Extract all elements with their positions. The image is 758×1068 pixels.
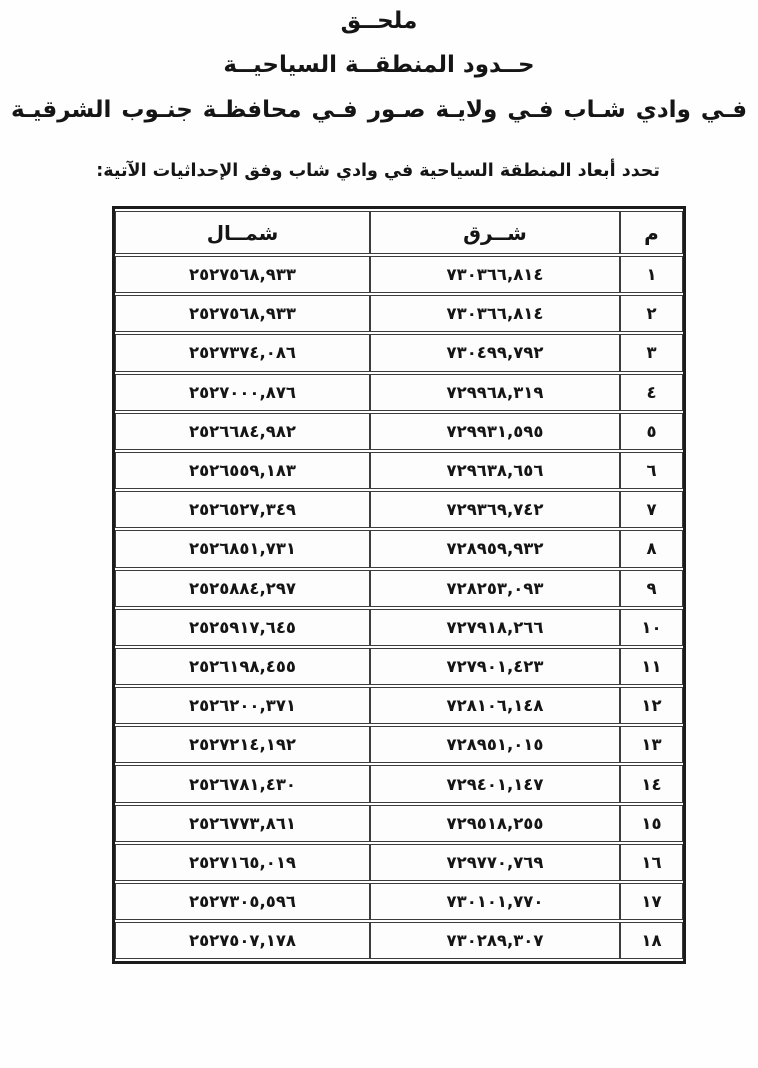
cell-east: ٧٢٨٩٥٩,٩٣٢ [370,530,620,567]
cell-east: ٧٢٩٦٣٨,٦٥٦ [370,452,620,489]
table-row [115,295,683,332]
table-row [115,609,683,646]
document-header [0,0,758,123]
table-row [115,922,683,959]
cell-east: ٧٢٨١٠٦,١٤٨ [370,687,620,724]
table-row [115,452,683,489]
cell-east: ٧٢٩٩٣١,٥٩٥ [370,413,620,450]
cell-north: ٢٥٢٦٥٢٧,٣٤٩ [115,491,370,528]
cell-east: ٧٢٩٣٦٩,٧٤٢ [370,491,620,528]
cell-east: ٧٢٩٧٧٠,٧٦٩ [370,844,620,881]
cell-index: ١٨ [620,922,683,959]
location-title: فـي وادي شـاب فـي ولايـة صـور فـي محافظـة جنـوب الشرقيـة [10,97,748,123]
cell-index: ٦ [620,452,683,489]
cell-index: ١٣ [620,726,683,763]
cell-north: ٢٥٢٧٥٦٨,٩٣٣ [115,295,370,332]
cell-north: ٢٥٢٧٢١٤,١٩٢ [115,726,370,763]
cell-north: ٢٥٢٦٨٥١,٧٣١ [115,530,370,567]
cell-index: ١٠ [620,609,683,646]
cell-north: ٢٥٢٧٥٠٧,١٧٨ [115,922,370,959]
cell-index: ٣ [620,334,683,371]
table-row [115,805,683,842]
cell-east: ٧٢٩٥١٨,٢٥٥ [370,805,620,842]
table-row [115,374,683,411]
cell-north: ٢٥٢٧٣٧٤,٠٨٦ [115,334,370,371]
cell-index: ٢ [620,295,683,332]
cell-east: ٧٢٧٩١٨,٢٦٦ [370,609,620,646]
cell-north: ٢٥٢٦٧٧٣,٨٦١ [115,805,370,842]
cell-index: ٩ [620,570,683,607]
cell-north: ٢٥٢٦٥٥٩,١٨٣ [115,452,370,489]
cell-index: ٨ [620,530,683,567]
cell-east: ٧٢٨٩٥١,٠١٥ [370,726,620,763]
cell-index: ١٢ [620,687,683,724]
table-row [115,334,683,371]
cell-index: ١ [620,256,683,293]
table-row [115,570,683,607]
cell-index: ١١ [620,648,683,685]
table-row [115,765,683,802]
cell-north: ٢٥٢٦١٩٨,٤٥٥ [115,648,370,685]
table-row [115,726,683,763]
table-row [115,413,683,450]
cell-east: ٧٣٠١٠١,٧٧٠ [370,883,620,920]
cell-east: ٧٣٠٣٦٦,٨١٤ [370,295,620,332]
header-east: شــرق [370,211,620,254]
cell-index: ١٦ [620,844,683,881]
cell-east: ٧٢٧٩٠١,٤٢٣ [370,648,620,685]
table-row [115,687,683,724]
cell-north: ٢٥٢٥٨٨٤,٢٩٧ [115,570,370,607]
cell-index: ٧ [620,491,683,528]
table-row [115,256,683,293]
cell-north: ٢٥٢٦٢٠٠,٣٧١ [115,687,370,724]
cell-index: ٤ [620,374,683,411]
table-header-row [115,211,683,254]
appendix-title: ملحــق [340,8,418,34]
cell-east: ٧٢٨٢٥٣,٠٩٣ [370,570,620,607]
cell-north: ٢٥٢٥٩١٧,٦٤٥ [115,609,370,646]
cell-north: ٢٥٢٧٠٠٠,٨٧٦ [115,374,370,411]
header-north: شمــال [115,211,370,254]
cell-north: ٢٥٢٧٣٠٥,٥٩٦ [115,883,370,920]
cell-north: ٢٥٢٧٥٦٨,٩٣٣ [115,256,370,293]
boundaries-title: حــدود المنطقــة السياحيــة [223,52,535,78]
header-index: م [620,211,683,254]
cell-east: ٧٣٠٤٩٩,٧٩٢ [370,334,620,371]
cell-east: ٧٢٩٤٠١,١٤٧ [370,765,620,802]
table-row [115,491,683,528]
table-row [115,844,683,881]
cell-index: ١٧ [620,883,683,920]
cell-east: ٧٣٠٣٦٦,٨١٤ [370,256,620,293]
cell-index: ١٤ [620,765,683,802]
cell-east: ٧٣٠٢٨٩,٣٠٧ [370,922,620,959]
cell-north: ٢٥٢٦٦٨٤,٩٨٢ [115,413,370,450]
table-row [115,648,683,685]
cell-north: ٢٥٢٦٧٨١,٤٣٠ [115,765,370,802]
coordinates-table [112,206,686,964]
table-row [115,883,683,920]
intro-text: تحدد أبعاد المنطقة السياحية في وادي شاب وفق الإحداثيات الآتية: [96,161,660,181]
cell-east: ٧٢٩٩٦٨,٣١٩ [370,374,620,411]
table-row [115,530,683,567]
cell-north: ٢٥٢٧١٦٥,٠١٩ [115,844,370,881]
cell-index: ٥ [620,413,683,450]
cell-index: ١٥ [620,805,683,842]
